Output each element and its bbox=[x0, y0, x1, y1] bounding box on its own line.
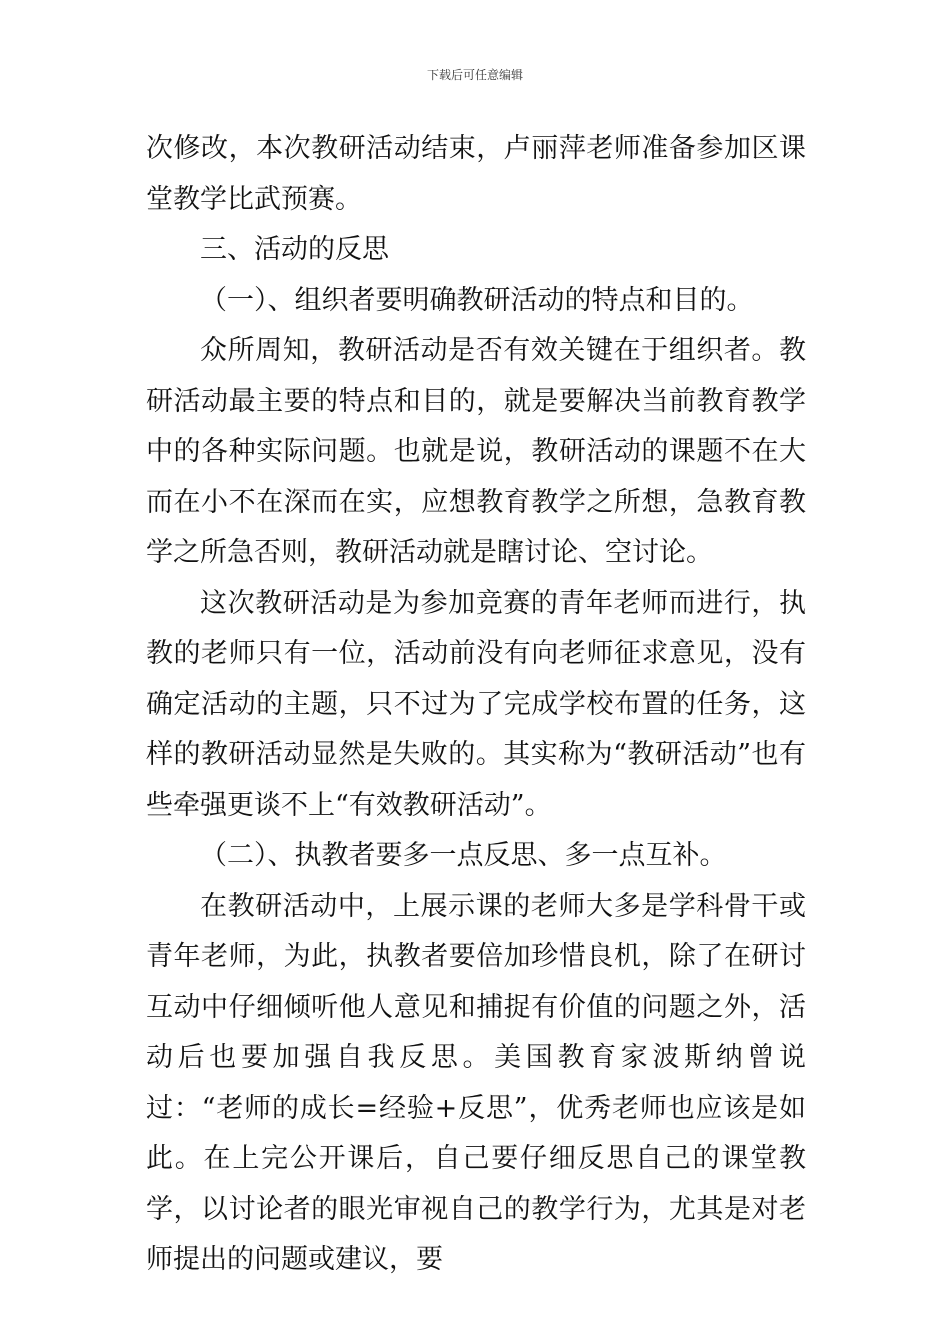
paragraph-continuation: 次修改，本次教研活动结束，卢丽萍老师准备参加区课堂教学比武预赛。 bbox=[146, 133, 806, 215]
document-body bbox=[146, 124, 806, 1286]
paragraph-organizer-role: 众所周知，教研活动是否有效关键在于组织者。教研活动最主要的特点和目的，就是要解决当前教育教学中的各种实际问题。也就是说，教研活动的课题不在大而在小不在深而在实，应想教育教学之所想，急教育教学之所急否则，教研活动就是瞎讨论、空讨论。 bbox=[146, 335, 806, 568]
section-heading-reflection: 三、活动的反思 bbox=[200, 234, 389, 265]
subsection-heading-organizer: （一）、组织者要明确教研活动的特点和目的。 bbox=[200, 284, 754, 316]
page-header-note: 下载后可任意编辑 bbox=[426, 68, 523, 82]
paragraph-activity-critique: 这次教研活动是为参加竞赛的青年老师而进行，执教的老师只有一位，活动前没有向老师征求意见，没有确定活动的主题，只不过为了完成学校布置的任务，这样的教研活动显然是失败的。其实称为“教研活动”也有些牵强更谈不上“有效教研活动”。 bbox=[146, 587, 806, 821]
subsection-heading-teacher: （二）、执教者要多一点反思、多一点互补。 bbox=[200, 840, 727, 871]
paragraph-teacher-reflection: 在教研活动中，上展示课的老师大多是学科骨干或青年老师，为此，执教者要倍加珍惜良机，除了在研讨互动中仔细倾听他人意见和捕捉有价值的问题之外，活动后也要加强自我反思。美国教育家波斯纳曾说过：“老师的成长=经验+反思”，优秀老师也应该是如此。在上完公开课后，自己要仔细反思自己的课堂教学，以讨论者的眼光审视自己的教学行为，尤其是对老师提出的问题或建议，要 bbox=[146, 890, 806, 1275]
